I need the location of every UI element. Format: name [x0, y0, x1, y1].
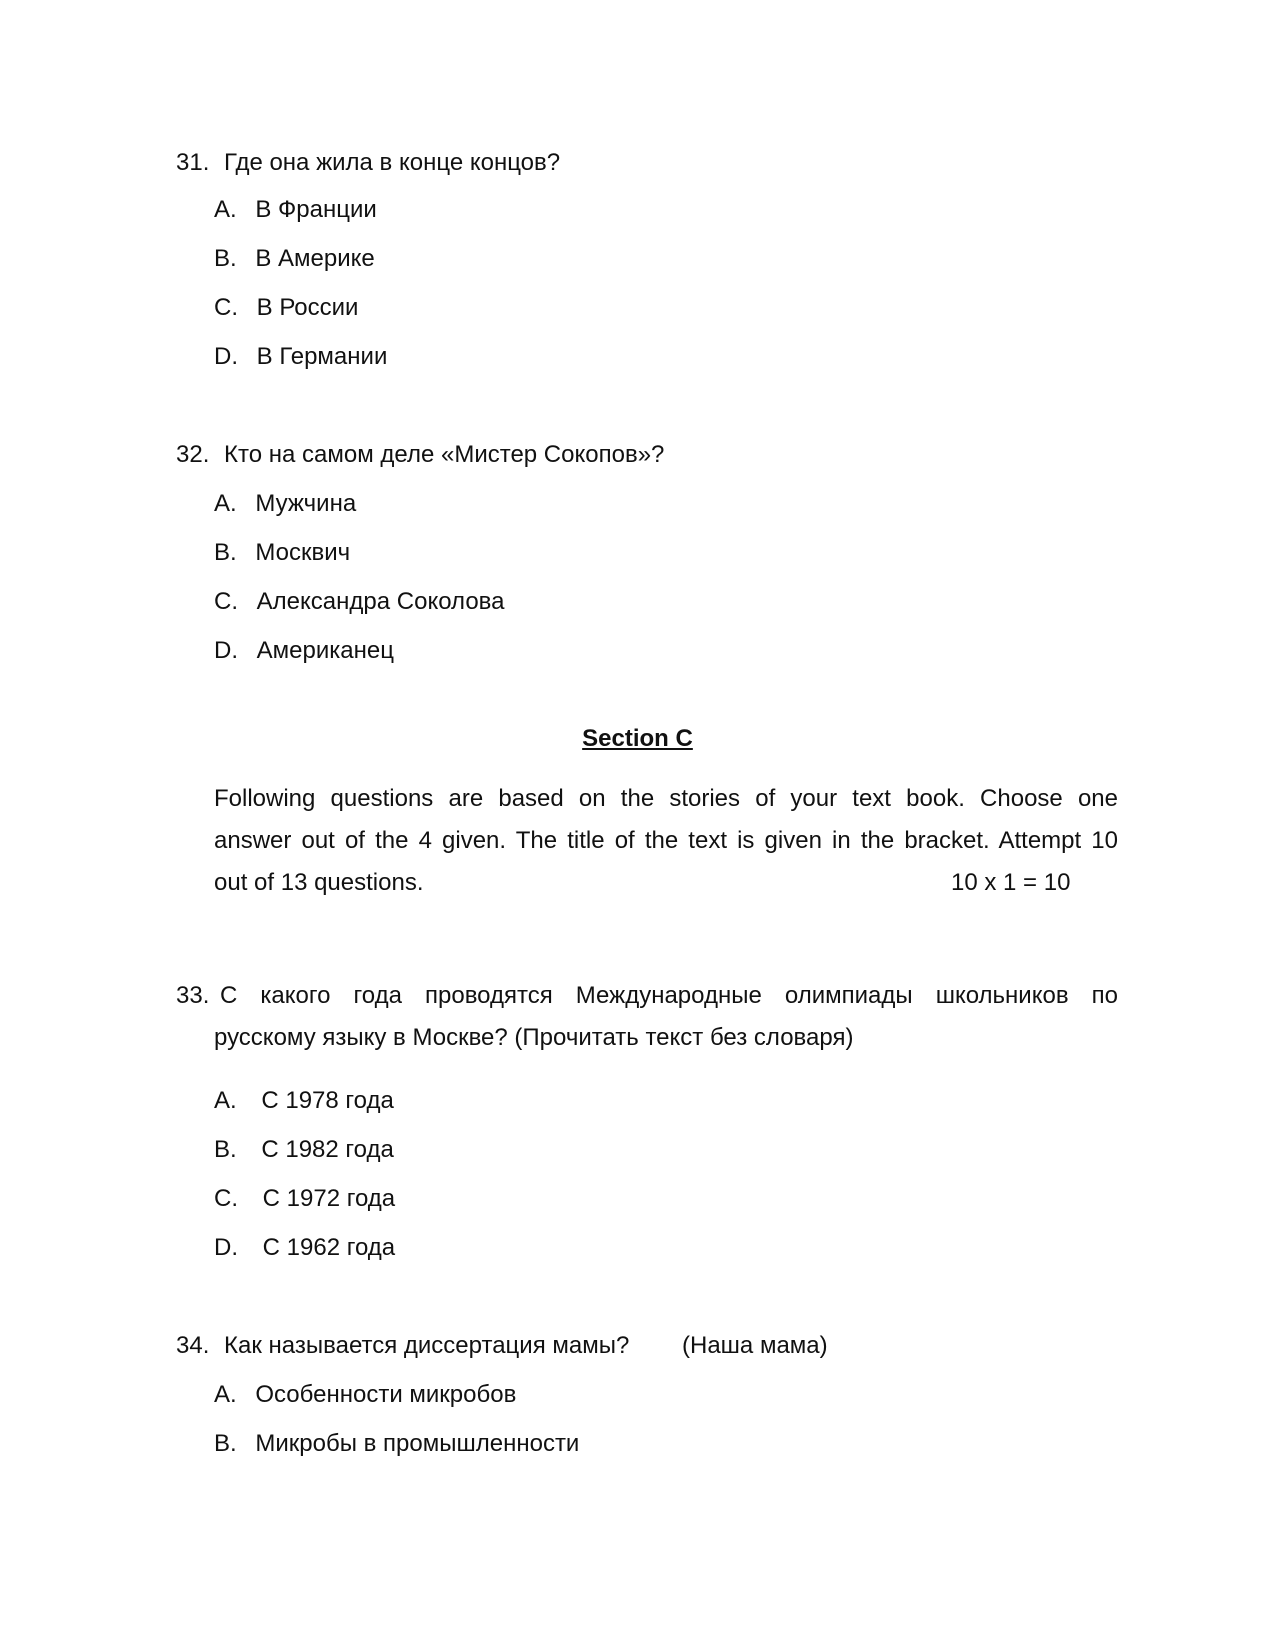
option-letter: C.: [214, 1185, 238, 1212]
question-text: Где она жила в конце концов?: [224, 149, 561, 176]
option-text: С 1972 года: [262, 1185, 396, 1212]
instructions-line-3: [214, 868, 423, 898]
option-b: [214, 538, 350, 568]
option-letter: B.: [214, 1136, 237, 1163]
option-text: Микробы в промышленности: [255, 1430, 580, 1457]
option-c: [214, 587, 505, 617]
instructions-line-1: Following questions are based on the stories of your text book. Choose one: [214, 785, 1118, 812]
option-letter: C.: [214, 294, 238, 321]
question-number: 32.: [176, 441, 210, 468]
question-34: [176, 1331, 629, 1361]
option-a: [214, 1380, 516, 1410]
option-letter: B.: [214, 539, 237, 566]
option-text: В России: [256, 294, 359, 321]
option-letter: A.: [214, 490, 237, 517]
question-34-source: (Наша мама): [682, 1332, 828, 1359]
question-text: Как называется диссертация мамы?: [224, 1332, 630, 1359]
question-33-text-line-1: С какого года проводятся Международные олимпиады школьников по: [220, 982, 1118, 1009]
option-a: [214, 195, 377, 225]
option-letter: B.: [214, 245, 237, 272]
option-text: С 1962 года: [262, 1234, 396, 1261]
option-text: С 1978 года: [261, 1087, 394, 1114]
question-32: [176, 440, 664, 470]
option-letter: A.: [214, 196, 237, 223]
option-text: В Германии: [256, 343, 388, 370]
option-b: [214, 1429, 579, 1459]
option-text: Особенности микробов: [255, 1381, 517, 1408]
option-text: Александра Соколова: [256, 588, 505, 615]
option-letter: D.: [214, 637, 238, 664]
question-33-number: 33.: [176, 982, 210, 1009]
option-d: [214, 636, 394, 666]
option-letter: D.: [214, 343, 238, 370]
option-letter: A.: [214, 1381, 237, 1408]
option-d: [214, 1233, 395, 1263]
question-number: 31.: [176, 149, 210, 176]
option-a: [214, 1086, 394, 1116]
option-b: [214, 1135, 394, 1165]
option-text: С 1982 года: [261, 1136, 394, 1163]
option-letter: B.: [214, 1430, 237, 1457]
option-d: [214, 342, 387, 372]
option-text: Мужчина: [255, 490, 357, 517]
option-c: [214, 1184, 395, 1214]
question-31: [176, 148, 560, 178]
marks-allocation: 10 x 1 = 10: [951, 869, 1071, 896]
option-text: Москвич: [255, 539, 351, 566]
option-letter: C.: [214, 588, 238, 615]
instructions-line-2: answer out of the 4 given. The title of the text is given in the bracket. Attempt 10: [214, 827, 1118, 854]
option-text: В Америке: [255, 245, 375, 272]
option-b: [214, 244, 375, 274]
option-c: [214, 293, 358, 323]
question-33-text-line-2: русскому языку в Москве? (Прочитать текст без словаря): [214, 1024, 854, 1051]
option-a: [214, 489, 356, 519]
option-letter: D.: [214, 1234, 238, 1261]
question-text: Кто на самом деле «Мистер Сокопов»?: [224, 441, 665, 468]
option-text: В Франции: [255, 196, 377, 223]
instructions-text: out of 13 questions.: [214, 869, 424, 896]
option-letter: A.: [214, 1087, 237, 1114]
question-number: 34.: [176, 1332, 210, 1359]
section-heading: Section C: [582, 725, 693, 752]
option-text: Американец: [256, 637, 395, 664]
